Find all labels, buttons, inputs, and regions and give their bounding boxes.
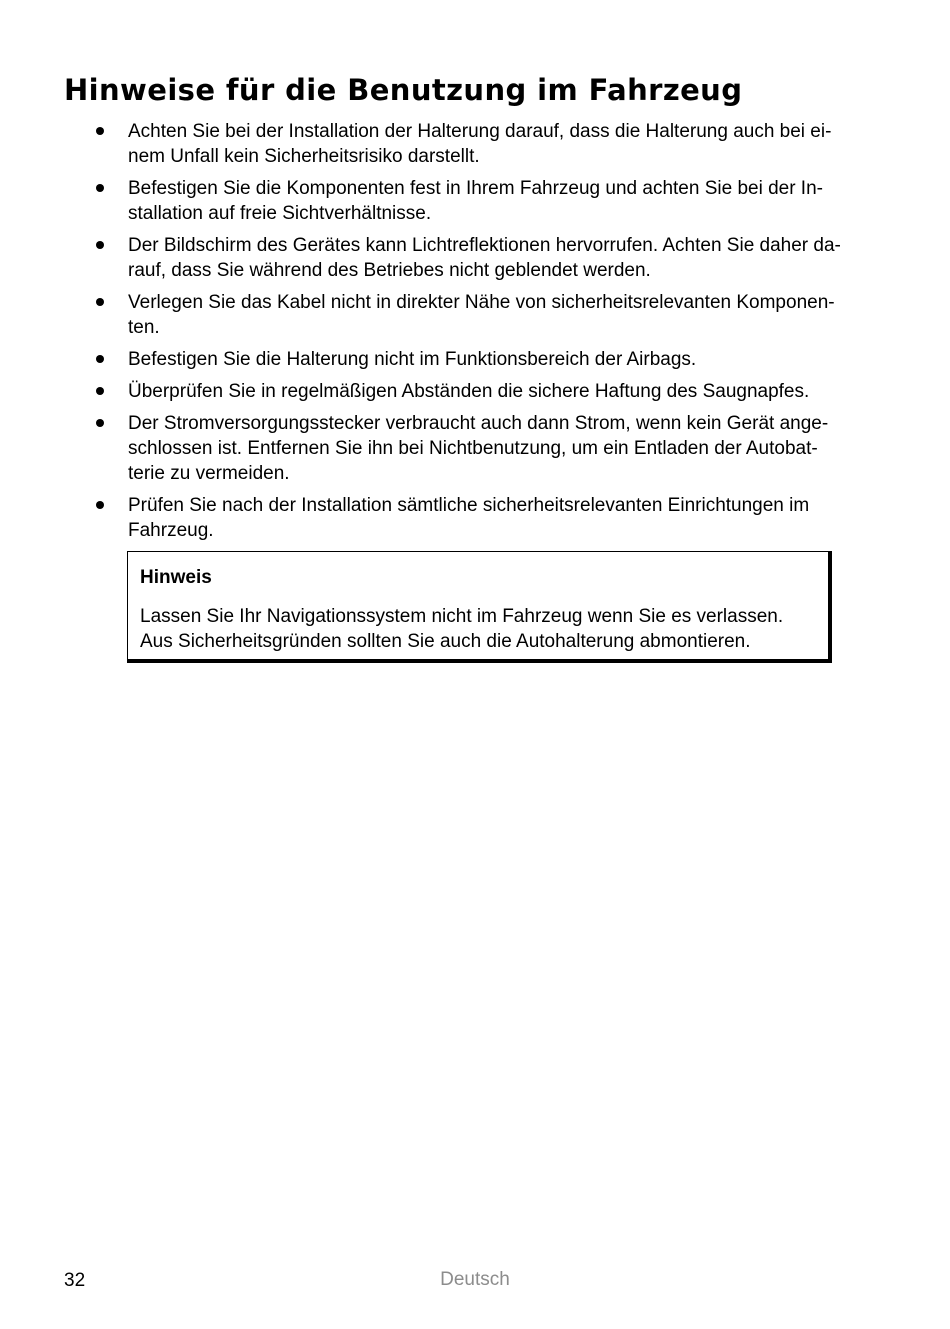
list-item (0, 290, 890, 340)
note-box (127, 551, 832, 663)
list-item-line: Prüfen Sie nach der Installation sämtliche sicherheitsrelevanten Einrichtungen im (128, 495, 810, 516)
list-item-line: Befestigen Sie die Halterung nicht im Funktionsbereich der Airbags. (128, 349, 697, 370)
list-item (0, 347, 890, 372)
list-item-line: Der Bildschirm des Gerätes kann Lichtreflektionen hervorrufen. Achten Sie daher da- (128, 235, 841, 256)
list-item-line: stallation auf freie Sichtverhältnisse. (128, 203, 432, 224)
list-item-line: ten. (128, 317, 160, 338)
list-item (0, 176, 890, 226)
page-title: Hinweise für die Benutzung im Fahrzeug (64, 73, 743, 107)
bullet-icon (96, 387, 104, 395)
list-item-line: Der Stromversorgungsstecker verbraucht auch dann Strom, wenn kein Gerät ange- (128, 413, 829, 434)
bullet-icon (96, 501, 104, 509)
list-item-line: Überprüfen Sie in regelmäßigen Abständen die sichere Haftung des Saugnapfes. (128, 381, 810, 402)
list-item-line: Fahrzeug. (128, 520, 214, 541)
list-item (0, 233, 890, 283)
bullet-icon (96, 184, 104, 192)
list-item (0, 493, 890, 543)
bullet-icon (96, 419, 104, 427)
note-title: Hinweis (140, 567, 212, 588)
safety-instructions-list (0, 119, 950, 550)
list-item-line: nem Unfall kein Sicherheitsrisiko darstellt. (128, 146, 480, 167)
list-item-line: Befestigen Sie die Komponenten fest in Ihrem Fahrzeug und achten Sie bei der In- (128, 178, 823, 199)
list-item (0, 411, 890, 486)
note-line: Aus Sicherheitsgründen sollten Sie auch die Autohalterung abmontieren. (140, 631, 751, 652)
footer-language: Deutsch (440, 1269, 510, 1290)
page-number: 32 (64, 1270, 86, 1291)
note-line: Lassen Sie Ihr Navigationssystem nicht im Fahrzeug wenn Sie es verlassen. (140, 606, 784, 627)
list-item-line: Verlegen Sie das Kabel nicht in direkter Nähe von sicherheitsrelevanten Komponen- (128, 292, 835, 313)
bullet-icon (96, 127, 104, 135)
bullet-icon (96, 355, 104, 363)
list-item (0, 119, 890, 169)
list-item-line: Achten Sie bei der Installation der Halterung darauf, dass die Halterung auch bei ei- (128, 121, 832, 142)
bullet-icon (96, 241, 104, 249)
list-item-line: schlossen ist. Entfernen Sie ihn bei Nichtbenutzung, um ein Entladen der Autobat- (128, 438, 818, 459)
list-item (0, 379, 890, 404)
note-text (140, 604, 783, 654)
list-item-line: rauf, dass Sie während des Betriebes nicht geblendet werden. (128, 260, 651, 281)
bullet-icon (96, 298, 104, 306)
list-item-line: terie zu vermeiden. (128, 463, 290, 484)
